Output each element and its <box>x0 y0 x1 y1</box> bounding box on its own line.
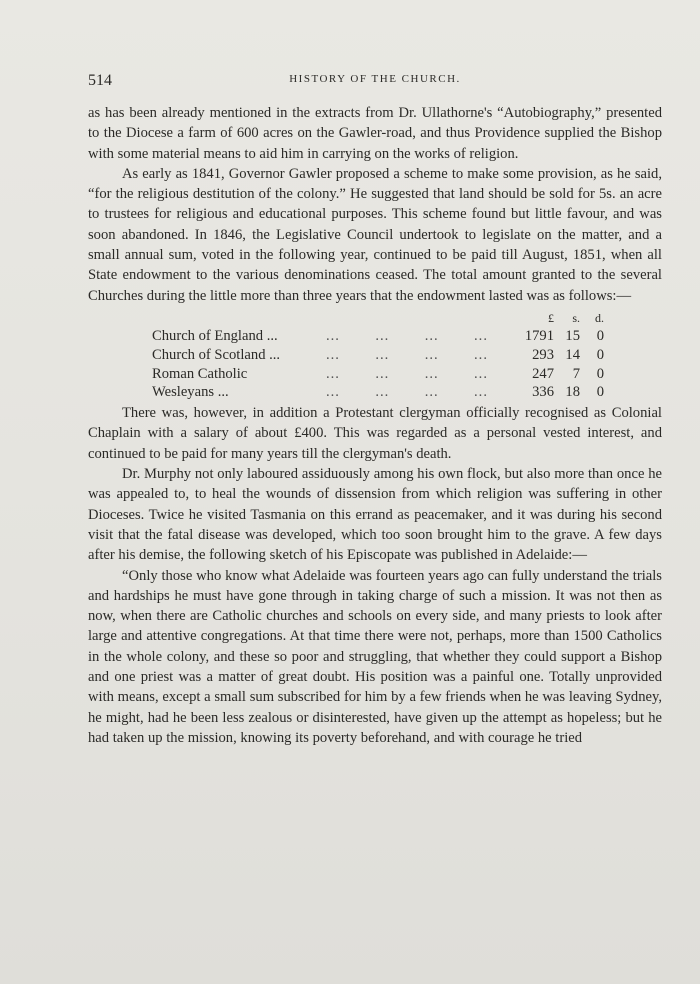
shillings-value: 15 <box>565 327 580 344</box>
pounds-value: 336 <box>532 384 554 401</box>
table-row <box>152 326 604 345</box>
paragraph-1: as has been already mentioned in the extracts from Dr. Ullathorne's “Autobiography,” presented to the Diocese a farm of 600 acres on the Gawler-road, and thus Providence supplied the Bishop with some material means to aid him in carrying on the works of religion. <box>88 105 662 162</box>
church-name: Church of Scotland ... <box>152 346 281 363</box>
running-title: HISTORY OF THE CHURCH. <box>289 73 461 85</box>
church-name: Church of England ... <box>152 327 278 344</box>
table-row <box>152 364 604 383</box>
table-row <box>152 382 604 401</box>
dot-leader: ... ... ... ... <box>326 365 488 382</box>
dot-leader: ... ... ... ... <box>326 346 488 363</box>
shillings-column-header: s. <box>572 310 580 325</box>
pounds-value: 293 <box>532 346 554 363</box>
pence-value: 0 <box>596 365 604 382</box>
pounds-value: 247 <box>532 365 554 382</box>
dot-leader: ... ... ... ... <box>326 384 488 401</box>
pence-value: 0 <box>596 346 604 363</box>
shillings-value: 18 <box>565 384 580 401</box>
grants-table-header <box>152 308 604 326</box>
paragraph-2: As early as 1841, Governor Gawler proposed a scheme to make some provision, as he said, “for the religious destitution of the colony.” He suggested that land should be sold for 5s. an acre to trustees for religious and educational purposes. This scheme found but little favour, and was soon abandoned. In 1846, the Legislative Council undertook to legislate on the matter, and a small annual sum, voted in the following year, continued to be paid till August, 1851, when all State endowment to the various denominations ceased. The total amount granted to the several Churches during the little more than three years that the endowment lasted was as follows:— <box>88 165 662 304</box>
paragraph-3: There was, however, in addition a Protestant clergyman officially recognised as Colonial Chaplain with a salary of about £400. This was regarded as a personal vested interest, and continued to be paid for many years till the clergyman's death. <box>88 405 662 462</box>
shillings-value: 7 <box>572 365 580 382</box>
church-name: Roman Catholic <box>152 365 248 382</box>
page-header <box>88 72 662 92</box>
pence-column-header: d. <box>595 310 604 325</box>
paragraph-5: “Only those who know what Adelaide was fourteen years ago can fully understand the trials and hardships he must have gone through in taking charge of such a mission. It was not then as now, when there are Catholic churches and schools on every side, and many priests to look after large and attentive congregations. At that time there were not, perhaps, more than 1500 Catholics in the whole colony, and these so poor and struggling, that whether they could support a Bishop and one priest was a matter of great doubt. His position was a painful one. Totally unprovided with means, except a small sum subscribed for him by a few friends when he was leaving Sydney, he might, had he been less zealous or disinterested, have given up the attempt as hopeless; but he had taken up the mission, knowing its poverty beforehand, and with courage he tried <box>88 567 662 746</box>
page-number: 514 <box>88 72 112 89</box>
pounds-value: 1791 <box>524 327 554 344</box>
grants-table <box>152 308 604 401</box>
pence-value: 0 <box>596 384 604 401</box>
pounds-column-header: £ <box>548 310 554 325</box>
shillings-value: 14 <box>565 346 580 363</box>
paragraph-4: Dr. Murphy not only laboured assiduously among his own flock, but also more than once he was appealed to, to heal the wounds of dissension from which religion was suffering in other Dioceses. Twice he visited Tasmania on this errand as peacemaker, and it was during his second visit that the fatal disease was developed, which too soon brought him to the grave. A few days after his demise, the following sketch of his Episcopate was published in Adelaide:— <box>88 466 662 564</box>
pence-value: 0 <box>596 327 604 344</box>
body-text <box>88 103 662 748</box>
church-name: Wesleyans ... <box>152 384 229 401</box>
table-row <box>152 345 604 364</box>
dot-leader: ... ... ... ... <box>326 327 488 344</box>
